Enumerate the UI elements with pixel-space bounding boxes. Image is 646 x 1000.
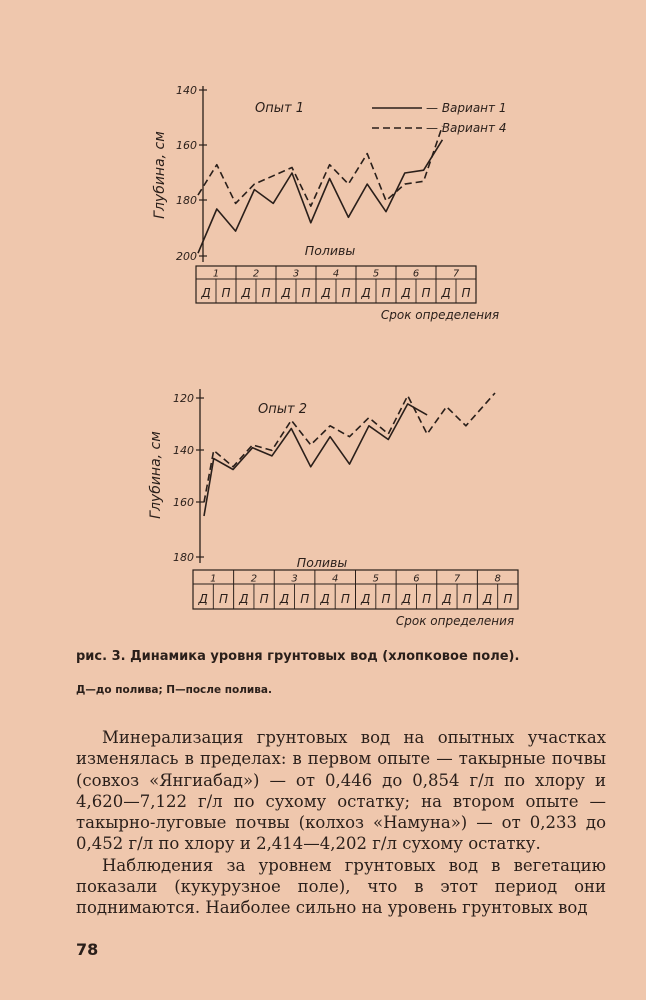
paragraph-1: Минерализация грунтовых вод на опытных участках изменялась в пределах: в первом опыте — такырные почвы (совхоз «Янгиабад») — от 0,446 до 0,854 г/л по хлору и 4,620—7,122 г/л по сухому остатку; на втором опыте — такырно-луговые почвы (колхоз «Намуна») — от 0,233 до 0,452 г/л по хлору и 2,414—4,202 г/л сухому остатку. bbox=[76, 728, 606, 854]
chart2-period-label: П bbox=[503, 592, 513, 606]
chart1-legend-label-1: — Вариант 1 bbox=[426, 101, 507, 115]
chart1-y-axis-label: Глубина, см bbox=[152, 131, 168, 219]
chart2-period-label: П bbox=[300, 592, 310, 606]
chart1-period-label: Д bbox=[441, 286, 451, 300]
chart1-watering-number: 7 bbox=[452, 268, 460, 280]
chart2-period-label: Д bbox=[360, 592, 371, 606]
chart1-y-tick-label: 200 bbox=[176, 250, 197, 263]
chart1-series-variant-4 bbox=[198, 126, 442, 206]
chart1-y-tick-label: 160 bbox=[176, 139, 197, 152]
chart2-period-label: П bbox=[340, 592, 350, 606]
chart1-watering-number: 5 bbox=[372, 268, 380, 280]
chart1-watering-number: 1 bbox=[212, 268, 220, 280]
chart2-period-label: Д bbox=[279, 592, 290, 606]
chart1-title: Опыт 1 bbox=[255, 101, 304, 116]
chart2-period-label: Д bbox=[239, 592, 249, 606]
paragraph-2: Наблюдения за уровнем грунтовых вод в вегетацию показали (кукурузное поле), что в этот период они поднимаются. Наиболее сильно на уровень грунтовых вод bbox=[76, 855, 606, 918]
figure-caption: рис. 3. Динамика уровня грунтовых вод (хлопковое поле). bbox=[76, 649, 520, 664]
chart2-watering-number: 6 bbox=[413, 573, 420, 585]
chart1-period-label: Д bbox=[201, 286, 211, 300]
chart1-x-axis-label: Срок определения bbox=[380, 308, 500, 322]
chart1-watering-number: 2 bbox=[252, 268, 260, 280]
chart2-watering-number: 7 bbox=[453, 573, 461, 585]
chart2-period-label: Д bbox=[320, 592, 330, 606]
chart2-period-label: П bbox=[381, 592, 391, 606]
chart1-period-label: П bbox=[301, 286, 311, 300]
chart2-period-label: П bbox=[462, 592, 472, 606]
chart2-period-label: Д bbox=[401, 592, 411, 606]
chart2-period-label: П bbox=[422, 592, 432, 606]
chart2-watering-number: 1 bbox=[210, 573, 217, 585]
chart2-watering-number: 2 bbox=[250, 573, 258, 585]
chart2-y-tick-label: 160 bbox=[173, 496, 194, 509]
chart2-watering-number: 5 bbox=[372, 573, 379, 585]
chart1-period-label: П bbox=[461, 286, 471, 300]
chart1-watering-number: 3 bbox=[292, 268, 300, 280]
chart2-watering-number: 8 bbox=[494, 573, 501, 585]
chart2-period-label: П bbox=[259, 592, 269, 606]
chart1-period-label: Д bbox=[401, 286, 411, 300]
chart2-period-label: Д bbox=[198, 592, 208, 606]
chart2-series-variant-4 bbox=[204, 393, 495, 502]
chart1-y-tick-label: 140 bbox=[176, 84, 197, 97]
chart1-period-label: П bbox=[221, 286, 231, 300]
chart1-y-tick-label: 180 bbox=[176, 194, 197, 207]
chart2-watering-number: 4 bbox=[332, 573, 339, 585]
chart2-y-tick-label: 120 bbox=[173, 392, 194, 405]
chart1-period-label: Д bbox=[321, 286, 331, 300]
chart1-series-variant-1 bbox=[198, 140, 442, 253]
chart1-period-label: П bbox=[261, 286, 271, 300]
chart2-y-axis-label: Глубина, см bbox=[148, 431, 164, 519]
body-text bbox=[76, 727, 606, 919]
chart1-period-label: Д bbox=[281, 286, 291, 300]
chart1-watering-number: 6 bbox=[412, 268, 420, 280]
figure-caption-note: Д—до полива; П—после полива. bbox=[76, 684, 272, 696]
chart1-period-label: Д bbox=[241, 286, 251, 300]
chart2-period-label: Д bbox=[442, 592, 452, 606]
chart1-period-label: Д bbox=[361, 286, 371, 300]
chart1-watering-number: 4 bbox=[332, 268, 340, 280]
chart2-y-tick-label: 180 bbox=[173, 551, 194, 564]
chart2-period-label: Д bbox=[482, 592, 493, 606]
chart2-title: Опыт 2 bbox=[258, 402, 307, 417]
chart2-watering-number: 3 bbox=[291, 573, 298, 585]
chart1-period-label: П bbox=[341, 286, 351, 300]
chart2-period-label: П bbox=[218, 592, 228, 606]
chart2-series-variant-1 bbox=[204, 404, 427, 516]
chart1-period-label: П bbox=[381, 286, 391, 300]
chart1-legend-label-2: — Вариант 4 bbox=[426, 121, 507, 135]
chart1-watering-label: Поливы bbox=[304, 243, 356, 258]
chart2-x-axis-label: Срок определения bbox=[395, 614, 515, 628]
page-number: 78 bbox=[76, 940, 99, 959]
chart1-period-label: П bbox=[421, 286, 431, 300]
chart2-y-tick-label: 140 bbox=[173, 444, 194, 457]
chart2-watering-label: Поливы bbox=[296, 555, 348, 570]
